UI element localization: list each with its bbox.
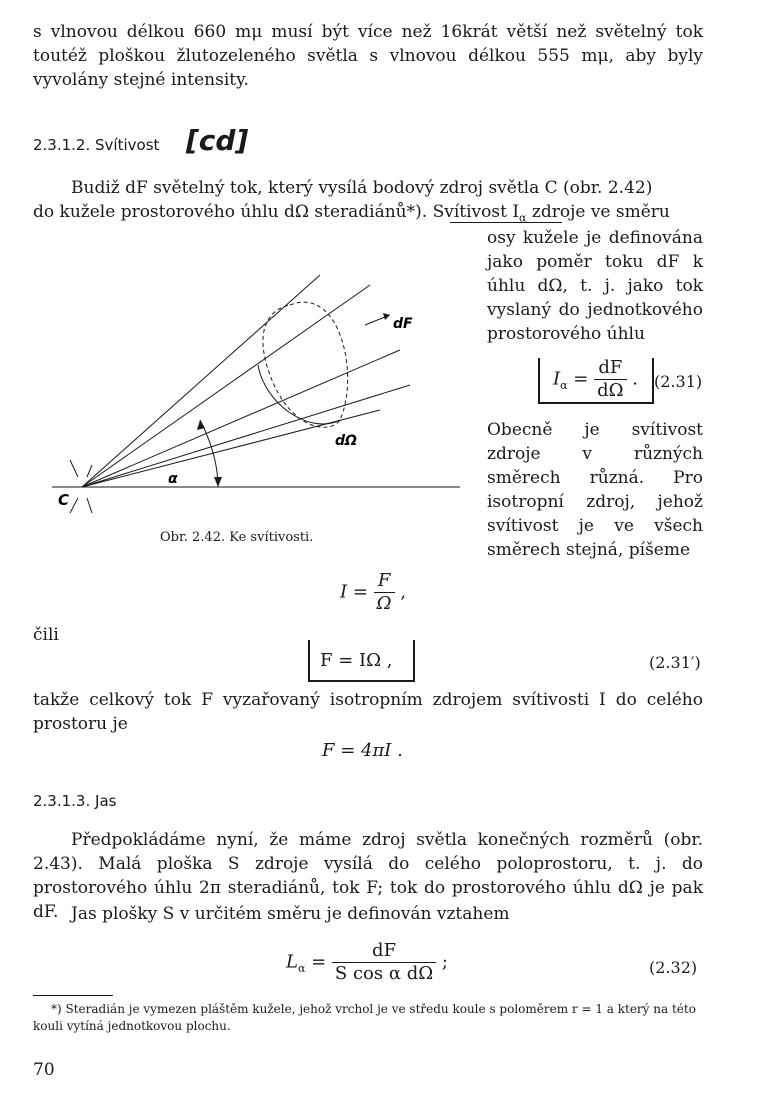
eqI-num: F bbox=[374, 570, 395, 593]
cili-word: čili bbox=[33, 625, 59, 645]
jas-paragraph-1: Předpokládáme nyní, že máme zdroj světla konečných rozměrů (obr. 2.43). Malá ploška S zdroje vysílá do celého poloprostoru, t. j. do prostorového úhlu 2π steradiánů, tok F; tok do prostorového úhlu dΩ je pak dF. bbox=[33, 830, 703, 922]
section-title-jas: Jas bbox=[95, 792, 117, 810]
equation-2-32 bbox=[286, 940, 448, 985]
eq232-num: dF bbox=[332, 940, 436, 963]
equation-number-231: (2.31) bbox=[654, 372, 703, 391]
ray-mid bbox=[82, 350, 400, 487]
label-C: C bbox=[58, 491, 70, 509]
figure-2-42 bbox=[40, 255, 470, 545]
eq231-lhs-sub: α bbox=[560, 379, 568, 393]
svitivost-para-line1: Budiž dF světelný tok, který vysílá bodový zdroj světla C (obr. 2.42) bbox=[71, 178, 653, 198]
eq232-equals: = bbox=[305, 951, 332, 973]
section-heading-jas bbox=[33, 792, 116, 810]
equation-2-31-prime: F = IΩ , bbox=[320, 650, 393, 671]
right-column-isotropic: Obecně je svítivost zdroje v různých směrech různá. Pro isotropní zdroj, jehož svítivost je ve všech směrech stejná, píšeme bbox=[487, 420, 703, 560]
figure-caption: Obr. 2.42. Ke svítivosti. bbox=[160, 530, 314, 545]
eq232-tail: ; bbox=[436, 951, 448, 973]
tick-c4 bbox=[87, 498, 92, 513]
equation-I-F-Omega bbox=[340, 570, 406, 615]
eqI-lhs: I bbox=[340, 581, 348, 603]
eqI-den: Ω bbox=[376, 593, 392, 614]
section-title: Svítivost bbox=[95, 136, 160, 154]
label-dOmega: dΩ bbox=[335, 433, 357, 449]
eq232-lhs-sub: α bbox=[297, 962, 306, 976]
ray-lower bbox=[82, 385, 410, 487]
underline-svitivost bbox=[450, 222, 562, 223]
svitivost-line2-end: zdroje ve směru bbox=[526, 202, 670, 222]
tick-c2 bbox=[87, 465, 92, 477]
eq231-num: dF bbox=[594, 357, 626, 380]
intro-paragraph: s vlnovou délkou 660 mμ musí být více než 16krát větší než světelný tok toutéž ploškou žlutozeleného světla s vlnovou délkou 555 mμ, aby byly vyvolány stejné intensity. bbox=[33, 22, 703, 90]
eq231-fraction bbox=[594, 357, 626, 402]
eq232-lhs: L bbox=[286, 951, 298, 973]
eqI-equals: = bbox=[347, 581, 374, 603]
section-number: 2.3.1.2. bbox=[33, 136, 91, 154]
tick-c1 bbox=[70, 460, 78, 477]
right-column-definition: osy kužele je definována jako poměr toku dF k úhlu dΩ, t. j. jako tok vyslaný do jednotkového prostorového úhlu bbox=[487, 228, 703, 344]
eq231-den: dΩ bbox=[597, 380, 624, 401]
jas-paragraph-2: Jas plošky S v určitém směru je definován vztahem bbox=[71, 904, 510, 924]
eqI-fraction bbox=[374, 570, 395, 615]
label-dF: dF bbox=[393, 316, 413, 332]
footnote-text: *) Steradián je vymezen pláštěm kužele, jehož vrchol je ve středu koule s poloměrem r = 1 a který na této kouli vytíná jednotkovou plochu. bbox=[33, 1002, 696, 1033]
svitivost-line2-text: do kužele prostorového úhlu dΩ steradiánů*). Svítivost I bbox=[33, 202, 520, 222]
eq231-equals: = bbox=[567, 368, 595, 390]
eq231-lhs: I bbox=[553, 368, 561, 390]
section-number-jas: 2.3.1.3. bbox=[33, 792, 91, 810]
total-flux-paragraph: takže celkový tok F vyzařovaný isotropním zdrojem svítivosti I do celého prostoru je bbox=[33, 690, 703, 734]
footnote-separator bbox=[33, 995, 113, 996]
page-number: 70 bbox=[33, 1060, 55, 1080]
dF-arrowhead bbox=[383, 313, 390, 320]
angle-arrowhead-bottom bbox=[214, 477, 222, 487]
svitivost-subscript: α bbox=[519, 211, 527, 225]
equation-number-231p: (2.31′) bbox=[649, 653, 701, 672]
eq232-fraction bbox=[332, 940, 436, 985]
label-alpha: α bbox=[168, 471, 178, 487]
eq232-den: S cos α dΩ bbox=[334, 963, 434, 984]
equation-total-flux: F = 4πI . bbox=[322, 740, 403, 761]
handwritten-unit-annotation: [cd] bbox=[186, 124, 249, 157]
cone-ellipse-front bbox=[258, 365, 340, 424]
eq231-tail: . bbox=[626, 368, 638, 390]
tick-c3 bbox=[70, 498, 78, 513]
section-heading-svitivost bbox=[33, 136, 159, 154]
ray-upper bbox=[82, 285, 370, 487]
eqI-tail: , bbox=[394, 581, 407, 603]
equation-2-31 bbox=[553, 357, 638, 402]
equation-number-232: (2.32) bbox=[649, 958, 698, 977]
